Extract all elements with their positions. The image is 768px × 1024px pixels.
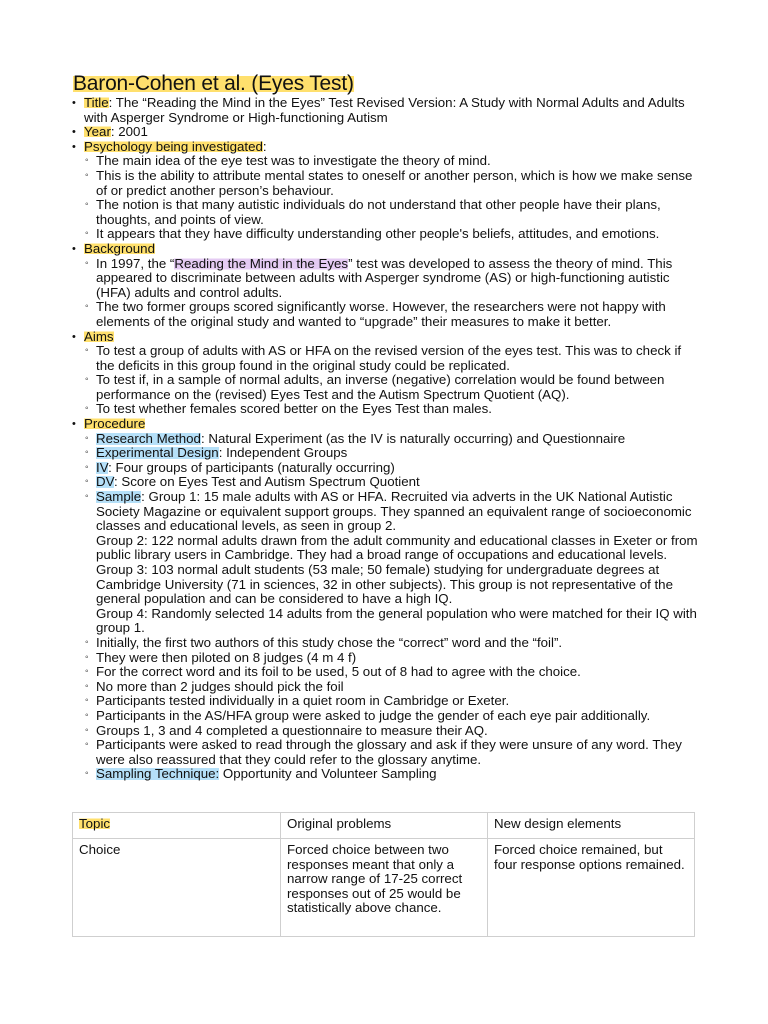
year-text: : 2001 (110, 124, 148, 140)
iv-point: ◦ IV: Four groups of participants (naturally occurring) (71, 461, 701, 476)
aim-point: ◦ To test a group of adults with AS or HFA on the revised version of the eyes test. This was to check if the deficits in this group found in the original study could be replicated. (71, 344, 701, 373)
background-label: Background (84, 240, 155, 256)
psychology-point: ◦ This is the ability to attribute mental states to oneself or another person, which is how we make sense of or predict another person’s behaviour. (71, 169, 701, 198)
design-comparison-table (72, 812, 695, 937)
sample-point: ◦ Sample: Group 1: 15 male adults with AS or HFA. Recruited via adverts in the UK National Autistic Society Magazine or equivalent support groups. They spanned an equivalent range of socioeconomic classes and educational levels, as seen in group 2. (71, 490, 701, 534)
list-item-psychology: • Psychology being investigated: (71, 140, 701, 155)
procedure-step: ◦ Participants tested individually in a quiet room in Cambridge or Exeter. (71, 694, 701, 709)
psychology-point: ◦ It appears that they have difficulty understanding other people's beliefs, attitudes, and emotions. (71, 227, 701, 242)
procedure-step: ◦ Participants were asked to read through the glossary and ask if they were unsure of any word. They were also reassured that they could refer to the glossary anytime. (71, 738, 701, 767)
design-point: ◦ Experimental Design: Independent Groups (71, 446, 701, 461)
page-title: Baron-Cohen et al. (Eyes Test) (73, 72, 354, 95)
title-text: : The “Reading the Mind in the Eyes” Test Revised Version: A Study with Normal Adults and Adults with Asperger Syndrome or High-functioning Autism (84, 95, 685, 125)
table-header-row (73, 813, 695, 839)
title-label: Title (84, 95, 109, 110)
psychology-point: ◦ The notion is that many autistic individuals do not understand that other people have their plans, thoughts, and points of view. (71, 198, 701, 227)
table-header-cell: New design elements (488, 813, 695, 839)
sampling-point: ◦ Sampling Technique: Opportunity and Volunteer Sampling (71, 767, 701, 782)
background-point: ◦ The two former groups scored significantly worse. However, the researchers were not happy with elements of the original study and wanted to “upgrade” their measures to make it better. (71, 300, 701, 329)
list-item-procedure (71, 417, 701, 432)
aim-point: ◦ To test whether females scored better on the Eyes Test than males. (71, 402, 701, 417)
year-label: Year (84, 124, 111, 140)
list-item-year (71, 125, 701, 140)
sample-group-3: Group 3: 103 normal adult students (53 male; 50 female) studying for undergraduate degrees at Cambridge University (71 in sciences, 32 in other subjects). This group is not representative of the general population and can be considered to have a high IQ. (96, 562, 673, 607)
table-header-cell: Original problems (281, 813, 488, 839)
test-name-highlight: Reading the Mind in the Eyes (174, 255, 349, 271)
list-item-background (71, 242, 701, 257)
list-item-title (71, 96, 701, 125)
aims-label: Aims (84, 328, 114, 344)
procedure-step: ◦ They were then piloted on 8 judges (4 m 4 f) (71, 651, 701, 666)
procedure-step: ◦ Participants in the AS/HFA group were asked to judge the gender of each eye pair additionally. (71, 709, 701, 724)
procedure-label: Procedure (84, 416, 146, 432)
procedure-step: ◦ Groups 1, 3 and 4 completed a questionnaire to measure their AQ. (71, 724, 701, 739)
research-method-point: ◦ Research Method: Natural Experiment (as the IV is naturally occurring) and Questionnaire (71, 432, 701, 447)
aim-point: ◦ To test if, in a sample of normal adults, an inverse (negative) correlation would be found between performance on the (revised) Eyes Test and the Autism Spectrum Quotient (AQ). (71, 373, 701, 402)
table-cell: Forced choice between two responses meant that only a narrow range of 17-25 correct responses out of 25 would be statistically above chance. (281, 839, 488, 937)
sample-group-4: Group 4: Randomly selected 14 adults from the general population who were matched for their IQ with group 1. (96, 605, 697, 636)
table-cell: Choice (73, 839, 281, 937)
psychology-point: ◦ The main idea of the eye test was to investigate the theory of mind. (71, 154, 701, 169)
procedure-step: ◦ No more than 2 judges should pick the foil (71, 680, 701, 695)
procedure-step: ◦ Initially, the first two authors of this study chose the “correct” word and the “foil”. (71, 636, 701, 651)
list-item-aims (71, 330, 701, 345)
table-cell: Forced choice remained, but four response options remained. (488, 839, 695, 937)
sample-group-2: Group 2: 122 normal adults drawn from the adult community and educational classes in Exeter or from public library users in Cambridge. They had a broad range of occupations and educational levels. (96, 532, 698, 563)
background-point: ◦ In 1997, the “Reading the Mind in the Eyes” test was developed to assess the theory of mind. This appeared to discriminate between adults with Asperger syndrome (AS) or high-functioning autistic (HFA) adults and control adults. (71, 257, 701, 301)
notes-body (71, 96, 701, 782)
dv-point: ◦ DV: Score on Eyes Test and Autism Spectrum Quotient (71, 475, 701, 490)
procedure-step: ◦ For the correct word and its foil to be used, 5 out of 8 had to agree with the choice. (71, 665, 701, 680)
table-header-cell: Topic (73, 813, 281, 839)
psychology-label: Psychology being investigated (84, 138, 263, 154)
table-row (73, 839, 695, 937)
